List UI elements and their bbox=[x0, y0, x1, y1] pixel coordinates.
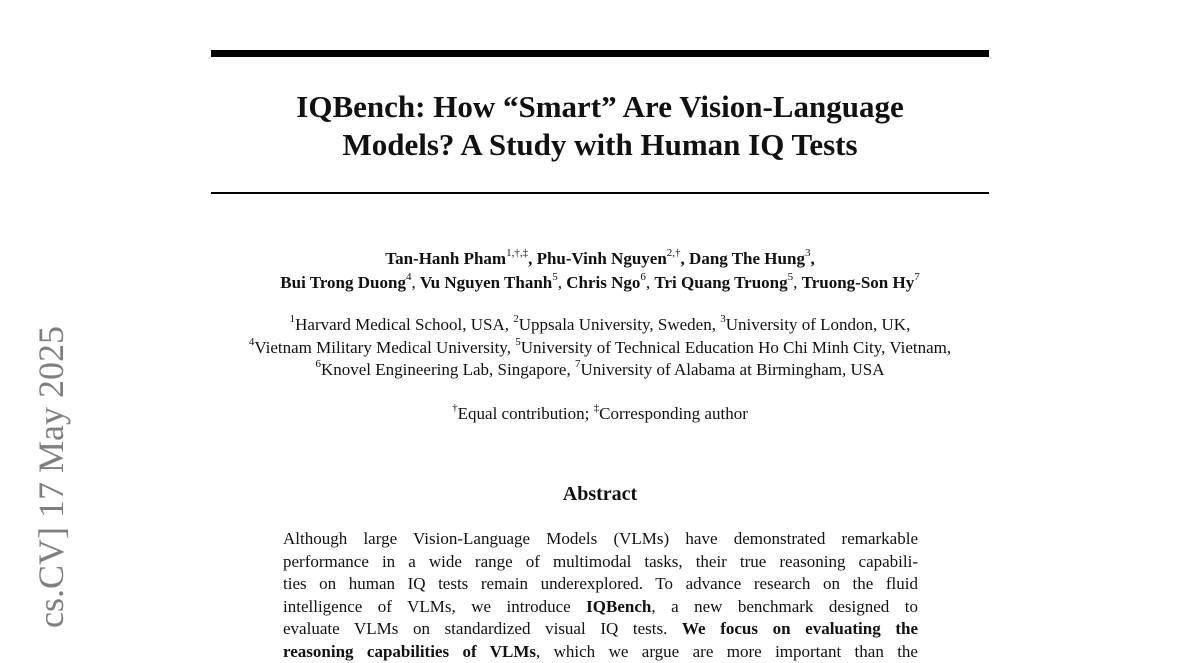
author: Phu-Vinh Nguyen$^{2,\dagger}$, bbox=[537, 249, 689, 268]
abstract-line: evaluate VLMs on standardized visual IQ tests. We focus on evaluating the bbox=[283, 618, 918, 641]
abstract-line: Although large Vision-Language Models (VLMs) have demonstrated remarkable bbox=[283, 528, 918, 551]
benchmark-name: IQBench bbox=[586, 597, 651, 616]
affiliation: $^4$Vietnam Military Medical University, bbox=[249, 338, 515, 357]
abstract-line: performance in a wide range of multimodal tasks, their true reasoning capabili- bbox=[283, 551, 918, 574]
affiliation: $^6$Knovel Engineering Lab, Singapore, bbox=[315, 360, 575, 379]
title-top-rule bbox=[211, 50, 989, 57]
corresponding-author-mark: ‡ bbox=[594, 402, 600, 414]
abstract-line: intelligence of VLMs, we introduce IQBench, a new benchmark designed to bbox=[283, 596, 918, 619]
paper-title bbox=[211, 88, 989, 164]
affiliation: $^3$University of London, UK, bbox=[720, 315, 910, 334]
focus-statement: We focus on evaluating the bbox=[682, 619, 918, 638]
equal-contribution-mark: † bbox=[452, 402, 458, 414]
author-notes bbox=[211, 403, 989, 425]
author: Bui Trong Duong$^4$, bbox=[280, 273, 420, 292]
author: Truong-Son Hy$^7$ bbox=[802, 273, 920, 292]
author: Chris Ngo$^6$, bbox=[566, 273, 654, 292]
abstract-text bbox=[283, 528, 918, 663]
arxiv-stamp-text: cs.CV] 17 May 2025 bbox=[26, 326, 76, 628]
arxiv-stamp bbox=[26, 288, 76, 648]
affiliation-list bbox=[180, 314, 1020, 382]
author: Dang The Hung$^3$, bbox=[689, 249, 815, 268]
affiliation: $^7$University of Alabama at Birmingham, USA bbox=[575, 360, 885, 379]
equal-contribution-note: Equal contribution; bbox=[458, 404, 594, 423]
author: Tri Quang Truong$^5$, bbox=[654, 273, 801, 292]
title-bottom-rule bbox=[211, 192, 989, 194]
abstract-heading: Abstract bbox=[211, 481, 989, 507]
affiliation: $^2$Uppsala University, Sweden, bbox=[513, 315, 720, 334]
paper-title-line-1: IQBench: How “Smart” Are Vision-Language bbox=[296, 89, 903, 124]
abstract-line: reasoning capabilities of VLMs, which we argue are more important than the bbox=[283, 641, 918, 663]
affiliation: $^5$University of Technical Education Ho Chi Minh City, Vietnam, bbox=[515, 338, 951, 357]
paper-title-line-2: Models? A Study with Human IQ Tests bbox=[342, 127, 857, 162]
affiliation: $^1$Harvard Medical School, USA, bbox=[290, 315, 514, 334]
author-list bbox=[211, 247, 989, 295]
corresponding-author-note: Corresponding author bbox=[599, 404, 748, 423]
author: Vu Nguyen Thanh$^5$, bbox=[420, 273, 566, 292]
abstract-line: ties on human IQ tests remain underexplored. To advance research on the fluid bbox=[283, 573, 918, 596]
focus-statement: reasoning capabilities of VLMs bbox=[283, 642, 536, 661]
author: Tan-Hanh Pham$^{1,\dagger,\ddagger}$, bbox=[385, 249, 536, 268]
